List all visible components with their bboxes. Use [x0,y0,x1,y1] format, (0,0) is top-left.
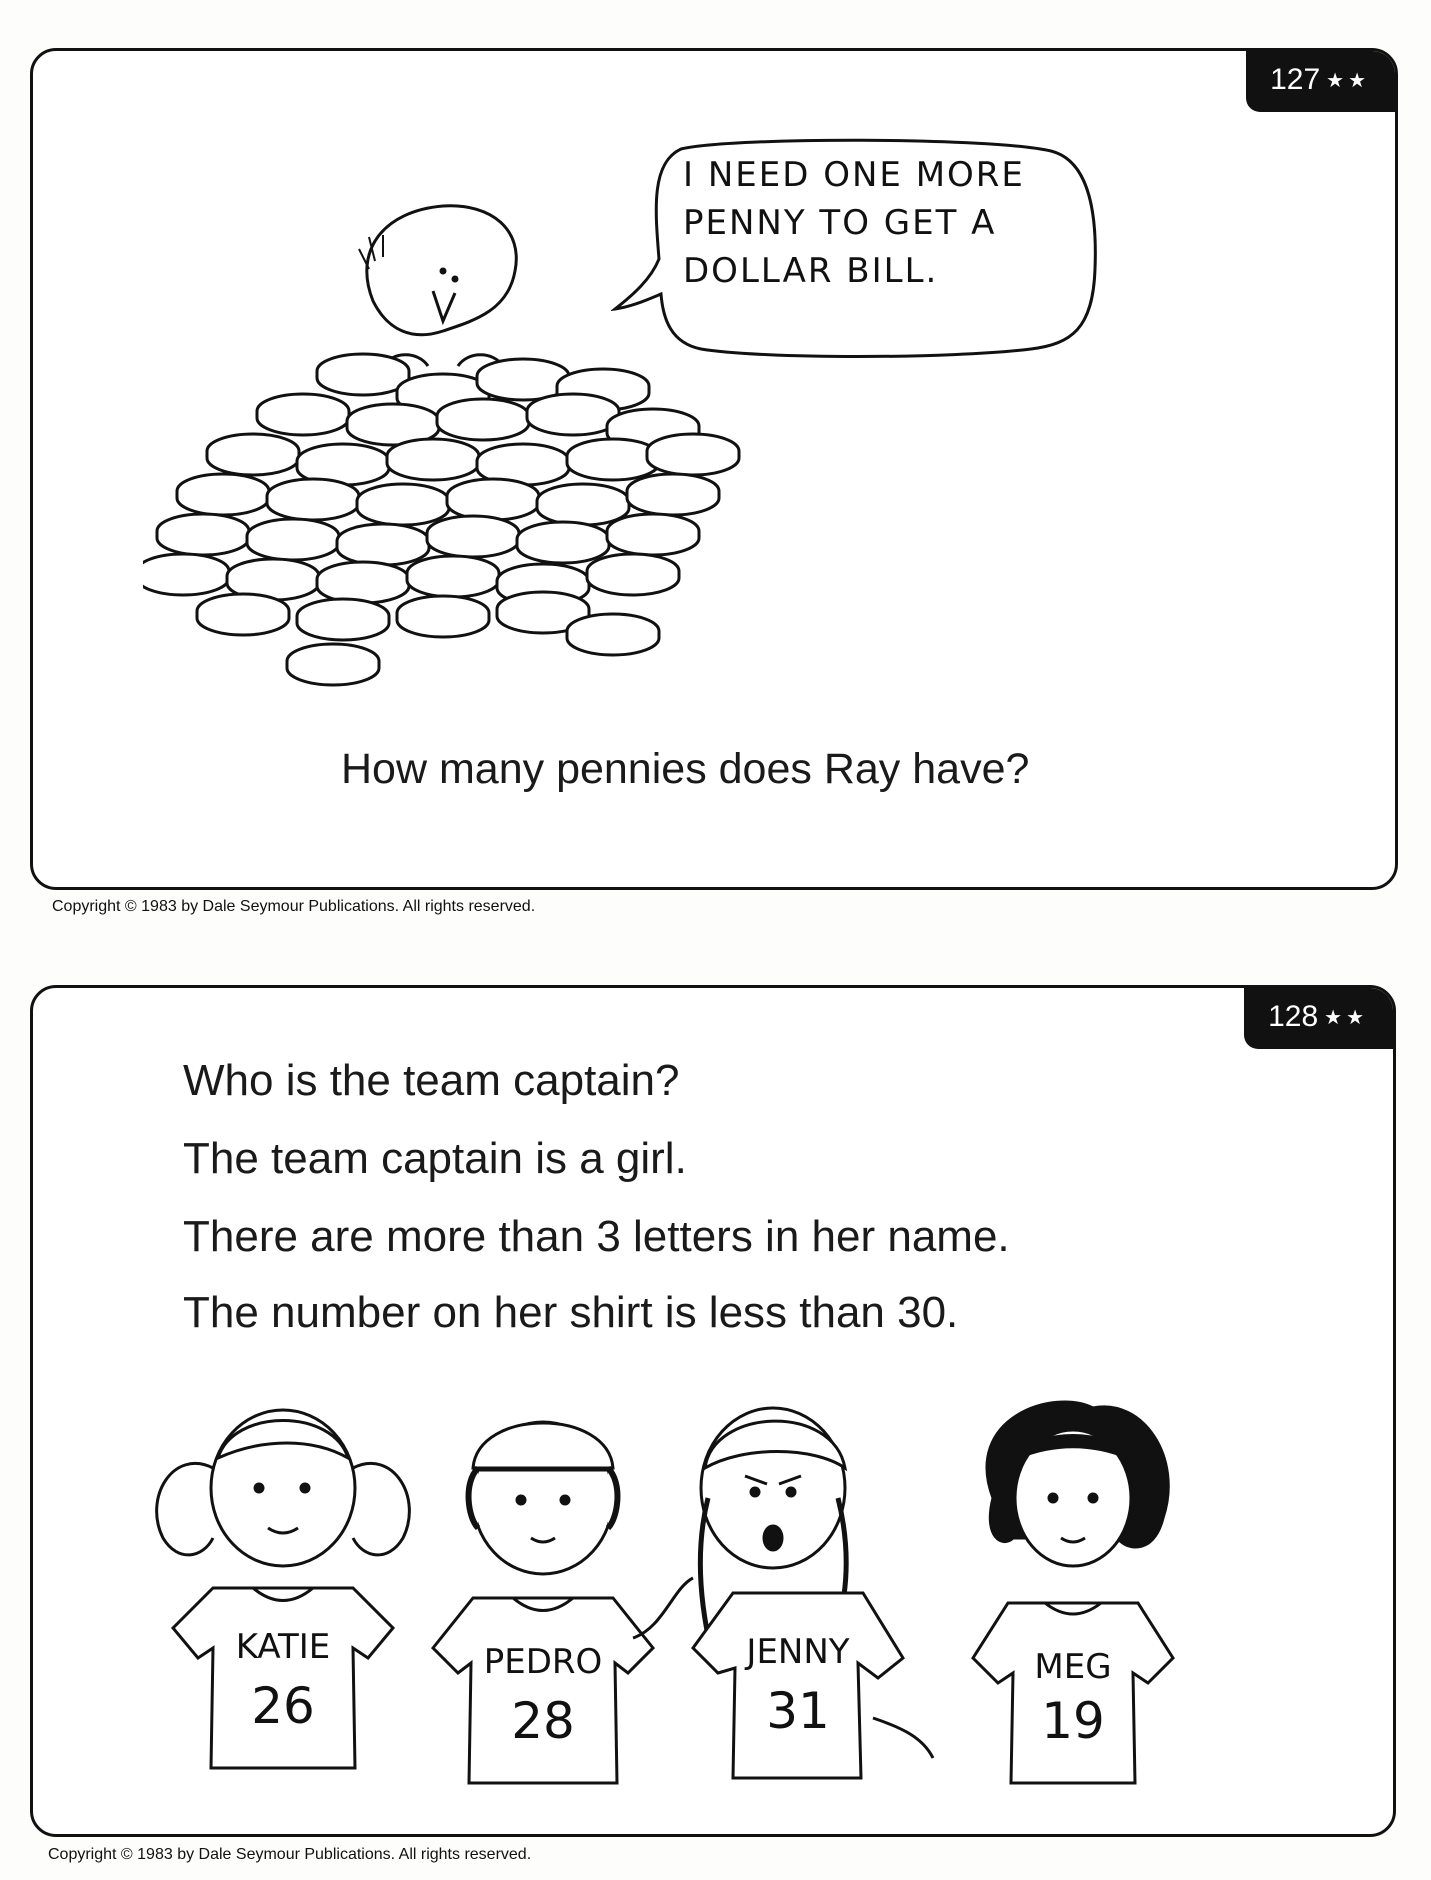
penny-edge [407,573,499,597]
card-number-badge [1246,48,1398,112]
penny-edge [143,571,229,595]
penny-edge [287,661,379,685]
penny-edge [257,411,349,435]
penny-edge [587,571,679,595]
problem-card-127 [30,48,1398,890]
difficulty-stars: ★★ [1324,1006,1368,1029]
shirt-number-pedro: 28 [511,1692,575,1750]
penny-edge [647,451,739,475]
speech-line-2: PENNY TO GET A [683,203,997,243]
speech-line-3: DOLLAR BILL. [683,251,939,291]
shirt-number-meg: 19 [1041,1692,1105,1750]
shirt-name-meg: MEG [1034,1647,1112,1687]
speech-text [683,151,1025,295]
penny-edge [297,616,389,640]
penny-edge [437,416,529,440]
penny-edge [197,611,289,635]
penny-edge [517,539,609,563]
clue-question: Who is the team captain? [183,1056,680,1105]
penny-edge [357,501,449,525]
clue-line-1: The team captain is a girl. [183,1134,687,1183]
shirt-name-katie: KATIE [235,1627,331,1667]
penny-edge [397,613,489,637]
card-number-badge [1244,985,1396,1049]
shirt-number-katie: 26 [251,1677,315,1735]
penny-edge [387,456,479,480]
shirt-number-jenny: 31 [766,1682,830,1740]
speech-line-1: I NEED ONE MORE [683,155,1025,195]
penny-edge [157,531,249,555]
difficulty-stars: ★★ [1326,69,1370,92]
penny-edge [207,451,299,475]
copyright-notice: Copyright © 1983 by Dale Seymour Publications. All rights reserved. [52,898,536,915]
penny-edge [177,491,269,515]
shirt-name-jenny: JENNY [746,1632,850,1672]
problem-card-128 [30,985,1396,1837]
team-kids-illustration [133,1388,1293,1808]
penny-edge [267,496,359,520]
penny-edge [527,411,619,435]
penny-edge [317,371,409,395]
card-number: 128 [1268,1000,1319,1033]
penny-edge [627,491,719,515]
clue-line-3: The number on her shirt is less than 30. [183,1288,959,1337]
penny-edge [607,531,699,555]
copyright-notice: Copyright © 1983 by Dale Seymour Publications. All rights reserved. [48,1846,532,1863]
clue-line-2: There are more than 3 letters in her name. [183,1212,1010,1261]
penny-edge [427,533,519,557]
penny-edge [567,631,659,655]
card-number: 127 [1270,63,1321,96]
question-text: How many pennies does Ray have? [341,745,1030,793]
penny-edge [247,536,339,560]
shirt-name-pedro: PEDRO [483,1642,603,1682]
